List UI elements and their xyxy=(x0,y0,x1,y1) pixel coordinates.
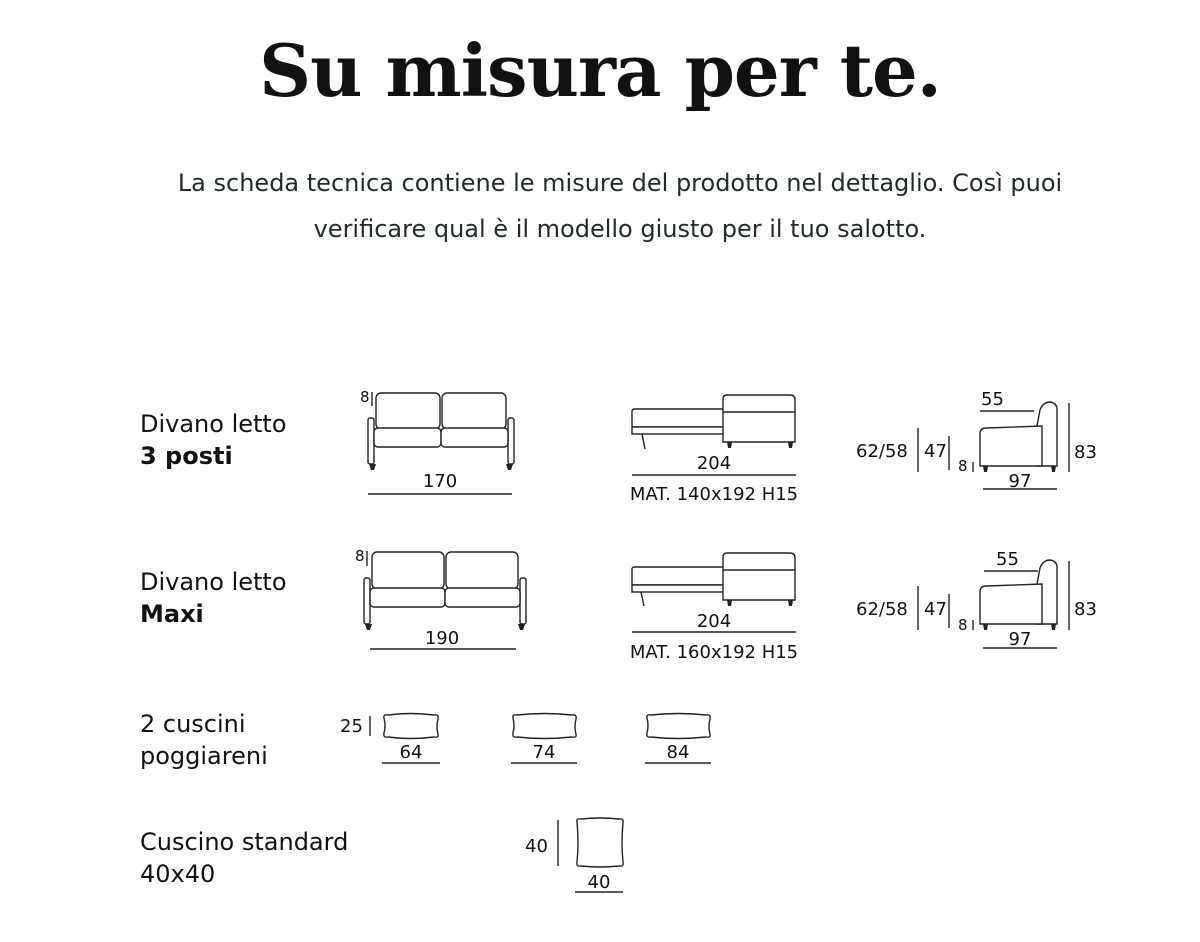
cushion-standard xyxy=(525,818,623,893)
side-height-dimension: 83 xyxy=(1074,599,1097,620)
standard-width-dimension: 40 xyxy=(587,872,611,893)
cushion-84 xyxy=(647,714,710,739)
label-line-2: 40x40 xyxy=(140,860,216,888)
mattress-dimension: MAT. 160x192 H15 xyxy=(629,642,799,663)
bed-length-dimension: 204 xyxy=(696,611,732,632)
side-seat-height-dimension: 62/58 xyxy=(856,599,908,620)
label-line-1: Divano letto xyxy=(140,410,287,438)
front-top-dimension: 8 xyxy=(355,547,365,565)
side-arm-dimension: 47 xyxy=(924,599,947,620)
cushion-64 xyxy=(384,714,438,739)
side-height-dimension: 83 xyxy=(1074,442,1097,463)
front-top-dimension: 8 xyxy=(360,388,370,406)
side-seat-height-dimension: 62/58 xyxy=(856,441,908,462)
cushion-74 xyxy=(513,714,576,739)
side-depth-dimension: 97 xyxy=(1008,629,1032,650)
cushions-poggiareni xyxy=(340,714,711,764)
front-width-dimension: 190 xyxy=(424,628,460,649)
side-seat-depth-dimension: 55 xyxy=(981,389,1004,410)
label-line-2: poggiareni xyxy=(140,742,268,770)
side-leg-dimension: 8 xyxy=(958,457,968,475)
front-view-maxi xyxy=(355,547,526,649)
cushion-width-dimension: 74 xyxy=(532,742,556,763)
mattress-dimension: MAT. 140x192 H15 xyxy=(629,484,799,505)
label-line-2: 3 posti xyxy=(140,442,233,470)
side-arm-dimension: 47 xyxy=(924,441,947,462)
side-leg-dimension: 8 xyxy=(958,616,968,634)
side-view-maxi xyxy=(856,549,1097,650)
standard-height-dimension: 40 xyxy=(525,836,548,857)
label-line-2: Maxi xyxy=(140,600,204,628)
cushion-40x40 xyxy=(577,818,623,867)
page-title: Su misura per te. xyxy=(259,28,941,113)
side-seat-depth-dimension: 55 xyxy=(996,549,1019,570)
bed-view-3-posti xyxy=(630,395,798,505)
cushion-height-dimension: 25 xyxy=(340,716,363,737)
bed-view-maxi xyxy=(630,553,798,663)
side-view-3-posti xyxy=(856,389,1097,492)
side-depth-dimension: 97 xyxy=(1008,471,1032,492)
cushion-width-dimension: 64 xyxy=(399,742,423,763)
bed-length-dimension: 204 xyxy=(696,453,732,474)
label-line-1: Divano letto xyxy=(140,568,287,596)
label-line-1: 2 cuscini xyxy=(140,710,246,738)
front-view-3-posti xyxy=(360,388,514,494)
intro-line-2: verificare qual è il modello giusto per il tuo salotto. xyxy=(313,215,927,243)
cushion-width-dimension: 84 xyxy=(666,742,690,763)
label-line-1: Cuscino standard xyxy=(140,828,349,856)
intro-line-1: La scheda tecnica contiene le misure del prodotto nel dettaglio. Così puoi xyxy=(177,169,1063,197)
front-width-dimension: 170 xyxy=(422,471,458,492)
